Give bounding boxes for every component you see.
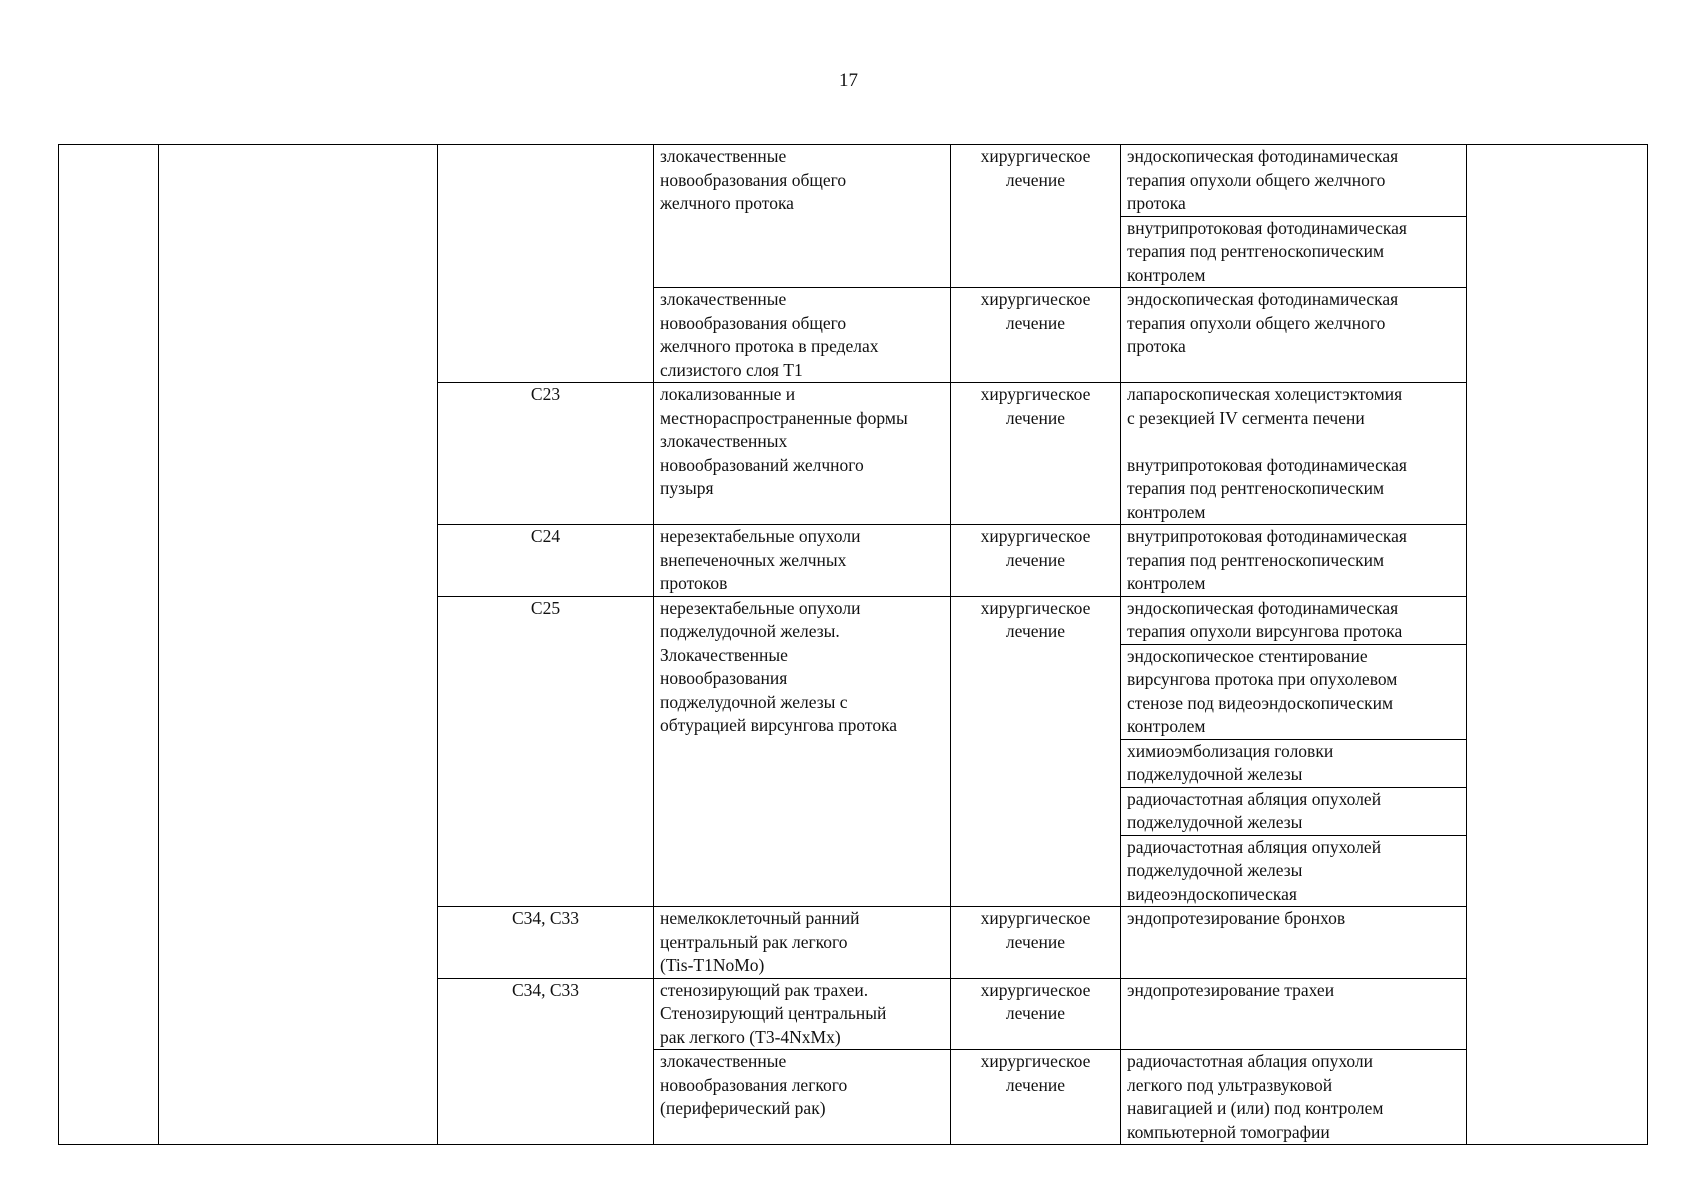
text-line: терапия опухоли общего желчного [1127, 169, 1386, 190]
text-line: центральный рак легкого [660, 931, 848, 952]
empty-type-cell [159, 145, 438, 1145]
icd-code-cell: C34, C33 [438, 978, 654, 1145]
text-line: протока [1127, 193, 1186, 213]
text-line: поджелудочной железы. [660, 621, 840, 641]
text-line: нерезектабельные опухоли [660, 526, 861, 546]
text-line: злокачественные [660, 1051, 787, 1071]
text-line: Стенозирующий центральный [660, 1003, 887, 1023]
treatment-method-cell [1121, 787, 1467, 835]
text-line: нерезектабельные опухоли [660, 597, 861, 618]
text-line: радиочастотная аблация опухоли [1127, 1051, 1374, 1071]
text-line: лечение [1005, 931, 1066, 952]
text-line: хирургическое [980, 1051, 1091, 1071]
diagnosis-cell [654, 596, 951, 907]
treatment-method-cell [1121, 835, 1467, 907]
text-line: терапия под рентгеноскопическим [1127, 241, 1385, 261]
text-line: радиочастотная абляция опухолей [1127, 836, 1382, 857]
text-line: эндоскопическая фотодинамическая [1127, 146, 1399, 166]
text-line [1127, 954, 1464, 978]
treatment-type-cell [951, 1050, 1121, 1145]
text-line: поджелудочной железы [1127, 812, 1303, 832]
text-line: желчного протока [660, 193, 794, 213]
text-line: хирургическое [980, 908, 1091, 928]
text-line: новообразования [660, 668, 788, 688]
medical-care-table [58, 144, 1648, 1145]
text-line: терапия опухоли общего желчного [1127, 312, 1386, 333]
text-line: новообразования легкого [660, 1074, 848, 1095]
text-line: эндоскопическая фотодинамическая [1127, 597, 1399, 618]
text-line: терапия под рентгеноскопическим [1127, 549, 1385, 570]
text-line: внепеченочных желчных [660, 549, 847, 570]
icd-code-cell: C23 [438, 383, 654, 525]
text-line: хирургическое [980, 384, 1091, 404]
text-line: лечение [1005, 549, 1066, 570]
text-line: эндопротезирование трахеи [1127, 979, 1335, 1000]
text-line: хирургическое [980, 289, 1091, 309]
treatment-type-cell [951, 525, 1121, 597]
text-line: поджелудочной железы с [660, 691, 848, 712]
text-line: локализованные и [660, 384, 796, 404]
empty-number-cell [59, 145, 159, 1145]
text-line: обтурацией вирсунгова протока [660, 715, 898, 735]
text-line: лечение [1005, 1074, 1066, 1095]
diagnosis-cell [654, 383, 951, 525]
text-line: протоков [660, 573, 728, 593]
empty-last-cell [1467, 145, 1648, 1145]
icd-code-cell [438, 145, 654, 383]
text-line: контролем [1127, 501, 1206, 522]
treatment-type-cell [951, 596, 1121, 907]
text-line: лечение [1005, 1003, 1066, 1023]
treatment-method-cell [1121, 907, 1467, 979]
text-line: немелкоклеточный ранний [660, 908, 860, 928]
text-line [1127, 430, 1464, 454]
text-line: контролем [1127, 573, 1206, 593]
treatment-method-cell [1121, 596, 1467, 644]
icd-code-cell: C34, C33 [438, 907, 654, 979]
text-line: компьютерной томографии [1127, 1121, 1330, 1142]
text-line: внутрипротоковая фотодинамическая [1127, 526, 1407, 546]
diagnosis-cell [654, 288, 951, 383]
text-line: лечение [1005, 312, 1066, 333]
text-line: поджелудочной железы [1127, 860, 1303, 880]
text-line: внутрипротоковая фотодинамическая [1127, 454, 1407, 475]
text-line: контролем [1127, 264, 1206, 285]
text-line: эндопротезирование бронхов [1127, 908, 1346, 928]
text-line: лапароскопическая холецистэктомия [1127, 384, 1403, 404]
text-line: (периферический рак) [660, 1098, 826, 1118]
text-line: контролем [1127, 716, 1206, 736]
text-line: пузыря [660, 478, 714, 498]
text-line: хирургическое [980, 597, 1091, 618]
text-line: слизистого слоя T1 [660, 359, 803, 380]
text-line: рак легкого (T3-4NxMx) [660, 1026, 841, 1047]
treatment-method-cell [1121, 1050, 1467, 1145]
text-line: стенозирующий рак трахеи. [660, 979, 869, 1000]
icd-code-cell: C25 [438, 596, 654, 907]
text-line: Злокачественные [660, 644, 788, 665]
text-line: новообразований желчного [660, 454, 864, 475]
text-line: с резекцией IV сегмента печени [1127, 407, 1365, 428]
text-line: внутрипротоковая фотодинамическая [1127, 217, 1407, 238]
treatment-method-cell [1121, 739, 1467, 787]
treatment-method-cell [1121, 525, 1467, 597]
text-line: навигацией и (или) под контролем [1127, 1098, 1384, 1118]
table-row [59, 145, 1648, 217]
text-line: радиочастотная абляция опухолей [1127, 788, 1382, 809]
text-line: химиоэмболизация головки [1127, 740, 1334, 761]
treatment-type-cell [951, 145, 1121, 288]
diagnosis-cell [654, 1050, 951, 1145]
diagnosis-cell [654, 145, 951, 288]
text-line: злокачественных [660, 431, 788, 451]
text-line [1127, 931, 1464, 955]
text-line: местнораспространенные формы [660, 407, 908, 428]
icd-code-cell: C24 [438, 525, 654, 597]
text-line: злокачественные [660, 289, 787, 309]
text-line: легкого под ультразвуковой [1127, 1074, 1333, 1095]
text-line: протока [1127, 336, 1186, 356]
text-line: терапия под рентгеноскопическим [1127, 478, 1385, 498]
treatment-type-cell [951, 978, 1121, 1050]
text-line: вирсунгова протока при опухолевом [1127, 669, 1398, 689]
text-line: эндоскопическая фотодинамическая [1127, 289, 1399, 309]
page-number: 17 [839, 70, 858, 91]
text-line: хирургическое [980, 526, 1091, 546]
treatment-method-cell [1121, 644, 1467, 739]
treatment-method-cell [1121, 383, 1467, 525]
text-line [1127, 1002, 1464, 1026]
text-line: терапия опухоли вирсунгова протока [1127, 621, 1403, 641]
text-line: новообразования общего [660, 312, 847, 333]
treatment-type-cell [951, 383, 1121, 525]
text-line: (Tis-T1NoMo) [660, 955, 765, 975]
text-line [1127, 1026, 1464, 1050]
text-line: видеоэндоскопическая [1127, 883, 1297, 904]
text-line: стенозе под видеоэндоскопическим [1127, 692, 1394, 713]
text-line: поджелудочной железы [1127, 764, 1303, 784]
treatment-method-cell [1121, 145, 1467, 217]
diagnosis-cell [654, 978, 951, 1050]
text-line: хирургическое [980, 979, 1091, 1000]
treatment-method-cell [1121, 288, 1467, 383]
treatment-method-cell [1121, 978, 1467, 1050]
text-line: новообразования общего [660, 169, 847, 190]
treatment-method-cell [1121, 216, 1467, 288]
text-line: хирургическое [980, 146, 1091, 166]
text-line: лечение [1005, 407, 1066, 428]
text-line: лечение [1005, 169, 1066, 190]
treatment-type-cell [951, 907, 1121, 979]
treatment-type-cell [951, 288, 1121, 383]
text-line: лечение [1005, 621, 1066, 641]
diagnosis-cell [654, 907, 951, 979]
text-line: эндоскопическое стентирование [1127, 645, 1368, 666]
diagnosis-cell [654, 525, 951, 597]
text-line: злокачественные [660, 146, 787, 166]
text-line: желчного протока в пределах [660, 336, 879, 356]
